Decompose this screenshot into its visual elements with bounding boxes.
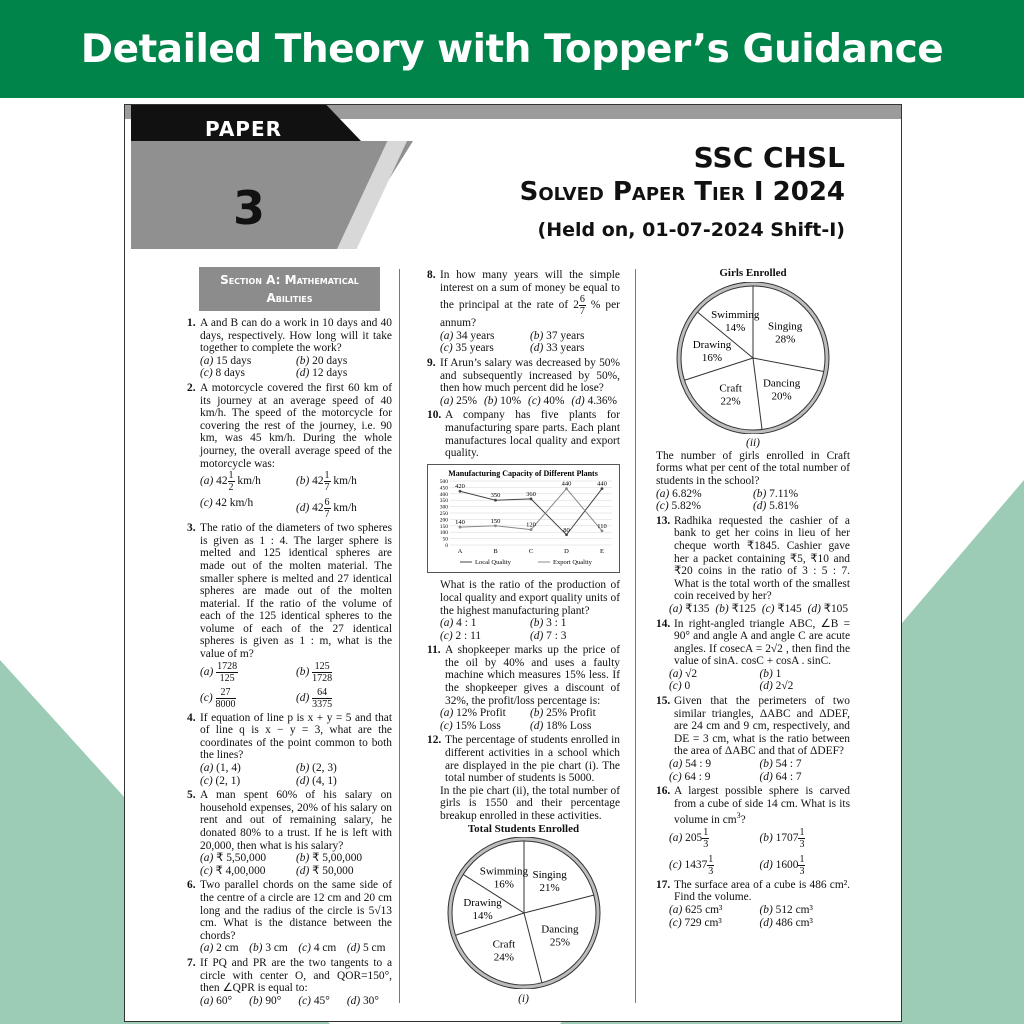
question-11: 11. A shopkeeper marks up the price of the oil by 40% and uses a faulty machine which measures 15% less. If the shopkeeper gives a discount of 32%, the profit/loss percentage is: (427, 644, 620, 707)
paper-number: 3 (233, 181, 266, 235)
pie-1-caption: (i) (518, 992, 529, 1005)
slice-label: Swimming (479, 865, 528, 878)
section-heading: Section A: Mathematical Abilities (199, 267, 380, 311)
question-15: 15. Given that the perimeters of two similar triangles, ΔABC and ΔDEF, are 24 cm and 9 cm, respectively, and DE = 3 cm, what is the ratio between the area of ΔABC and that of ΔDEF? (656, 695, 850, 758)
question-12: 12. The percentage of students enrolled in different activities in a school which are displayed in the pie chart (i). The total number of students is 5000. (427, 734, 620, 785)
legend-label: Export Quality (553, 558, 592, 566)
question-10-prompt: What is the ratio of the production of local quality and export quality units of the highest manufacturing plant? (440, 579, 620, 617)
slice-value: 21% (539, 882, 560, 895)
question-7: 7. If PQ and PR are the two tangents to a circle with center O, and QOR=150°, then ∠QPR is equal to: (187, 956, 392, 995)
question-4: 4. If equation of line p is x + y = 5 and that of line q is x − y = 3, what are the coordinates of the point common to both the lines? (187, 711, 392, 762)
question-12-prompt: The number of girls enrolled in Craft forms what per cent of the total number of students in the school? (656, 449, 850, 487)
slice-value: 16% (701, 351, 723, 364)
banner-title: Detailed Theory with Topper’s Guidance (80, 26, 944, 72)
slice-label: Drawing (692, 338, 732, 351)
slice-value: 14% (471, 909, 493, 922)
slice-label: Swimming (711, 308, 760, 321)
options-17: (a) 625 cm³ (b) 512 cm³ (c) 729 cm³ (d) 486 cm³ (669, 903, 813, 929)
y-tick-label: 50 (442, 536, 448, 543)
data-point (530, 497, 533, 500)
data-label: 110 (597, 522, 607, 530)
line-chart (430, 467, 617, 567)
data-label: 360 (526, 490, 536, 498)
pie-1-title: Total Students Enrolled (467, 822, 580, 835)
x-tick-label: A (457, 547, 463, 555)
slice-value: 14% (725, 321, 746, 334)
data-label: 440 (561, 480, 572, 488)
legend-label: Local Quality (475, 558, 511, 566)
pie-chart-total (444, 837, 604, 989)
top-banner (0, 0, 1024, 98)
slice-value: 24% (493, 951, 514, 964)
options-2: (a) 42 $\frac{1}{2}$ km/h (b) 42 $\frac{1}{7}$ km/h (c) 42 km/h (d) 42 $\frac{6}{7}$ km/h (200, 470, 357, 521)
options-15: (a) 54 : 9 (b) 54 : 7 (c) 64 : 9 (d) 64 : 7 (669, 758, 802, 783)
slice-label: Dancing (762, 377, 801, 390)
question-3: 3. The ratio of the diameters of two spheres is given as 1 : 4. The larger sphere is melted and 125 identical spheres are made out of the molten material. The smaller sphere is melted and 27 identical spheres are made out of the molten material. If the ratio of the volume of each of the 125 identical spheres to the volume of each of the 27 identical spheres is given as 1 : m, what is the value of m? (187, 522, 392, 661)
slice-label: Craft (492, 938, 515, 951)
question-12-part-2: In the pie chart (ii), the total number of girls is 1550 and their percentage breakup enrolled in these activities. (440, 784, 620, 822)
slice-value: 28% (775, 332, 796, 345)
y-tick-label: 150 (439, 523, 448, 530)
slice-label: Singing (531, 869, 567, 882)
question-10: 10. A company has five plants for manufacturing spare parts. Each plant manufactures local quality and export quality. (427, 409, 620, 460)
data-point (601, 529, 604, 532)
question-17: 17. The surface area of a cube is 486 cm². Find the volume. (656, 878, 850, 904)
question-6: 6. Two parallel chords on the same side of the centre of a circle are 12 cm and 20 cm long and the radius of the circle is 5√13 cm. What is the distance between the chords? (187, 879, 392, 942)
paper-label: PAPER (205, 117, 283, 141)
options-3: (a) $\frac{1728}{125}$ (b) $\frac{125}{1728}$ (c) $\frac{27}{8000}$ (d) $\frac{64}{3375}$ (200, 660, 333, 710)
line-chart-title: Manufacturing Capacity of Different Plants (448, 468, 598, 478)
options-11: (a) 12% Profit (b) 25% Profit (c) 15% Loss (d) 18% Loss (440, 707, 596, 732)
y-tick-label: 400 (439, 491, 448, 498)
options-5: (a) ₹ 5,50,000 (b) ₹ 5,00,000 (c) ₹ 4,00,000 (d) ₹ 50,000 (200, 852, 363, 877)
data-point (459, 525, 462, 528)
x-tick-label: B (493, 547, 498, 555)
options-12: (a) 6.82% (b) 7.11% (c) 5.82% (d) 5.81% (656, 487, 799, 513)
options-1: (a) 15 days (b) 20 days (c) 8 days (d) 12 days (200, 354, 348, 380)
exam-title: SSC CHSL (693, 141, 845, 174)
column-2 (427, 267, 620, 1005)
x-tick-label: E (600, 547, 604, 555)
slice-label: Drawing (462, 896, 502, 909)
options-7: (a) 60° (b) 90° (c) 45° (d) 30° (200, 994, 379, 1007)
column-1 (187, 267, 392, 1007)
options-4: (a) (1, 4) (b) (2, 3) (c) (2, 1) (d) (4, 1) (200, 762, 337, 787)
options-6: (a) 2 cm (b) 3 cm (c) 4 cm (d) 5 cm (200, 942, 386, 955)
data-point (565, 533, 568, 536)
question-5: 5. A man spent 60% of his salary on household expenses, 20% of his salary on rent and out of remaining salary, he donated 80% to a trust. If he is left with 20,000, then what is his salary? (187, 789, 392, 852)
slice-value: 20% (771, 390, 792, 403)
x-tick-label: C (528, 547, 534, 555)
data-label: 120 (526, 521, 536, 529)
data-label: 440 (597, 480, 607, 488)
data-point (459, 490, 462, 493)
held-on-date: (Held on, 01-07-2024 Shift-I) (537, 219, 845, 241)
data-point (530, 528, 533, 531)
options-10: (a) 4 : 1 (b) 3 : 1 (c) 2 : 11 (d) 7 : 3 (440, 617, 567, 642)
x-tick-label: D (564, 547, 569, 555)
question-2: 2. A motorcycle covered the first 60 km of its journey at an average speed of 40 km/h. The speed of the motorcycle for covering the rest of the journey, i.e. 90 km, was 45 km/h. During the whole journey, the overall average speed of the motorcycle was: (187, 381, 392, 470)
data-point (565, 487, 568, 490)
y-tick-label: 350 (439, 497, 448, 504)
pie-2-wrap (656, 282, 850, 438)
question-14: 14. In right-angled triangle ABC, ∠B = 90° and angle A and angle C are acute angles. If cosecA = 2√2 , then find the value of sinA. cosC + cosA . sinC. (656, 617, 850, 668)
slice-label: Craft (719, 381, 742, 394)
question-9: 9. If Arun’s salary was decreased by 50% and subsequently increased by 50%, then how much percent did he lose? (427, 356, 620, 395)
data-point (494, 499, 497, 502)
column-divider (399, 269, 400, 1003)
options-14: (a) √2 (b) 1 (c) 0 (d) 2√2 (669, 667, 794, 693)
pie-2-title: Girls Enrolled (719, 267, 787, 279)
pie-chart-girls (673, 282, 833, 434)
data-label: 140 (455, 518, 465, 526)
pie-1-wrap (427, 837, 620, 993)
question-1: 1. A and B can do a work in 10 days and 40 days, respectively. How long will it take together to complete the work? (187, 317, 392, 355)
question-13: 13. Radhika requested the cashier of a bank to get her coins in lieu of her cheque worth ₹1845. Cashier gave her a packet containing ₹5, ₹10 and ₹20 coins in the ratio of 3 : 5 : 7. What is the total worth of the smallest coin received by her? (656, 514, 850, 603)
line-chart-box (427, 464, 620, 574)
y-tick-label: 250 (439, 510, 448, 517)
data-label: 150 (490, 517, 501, 525)
column-3 (656, 267, 850, 929)
options-8: (a) 34 years (b) 37 years (c) 35 years (d) 33 years (440, 329, 585, 355)
y-tick-label: 500 (439, 478, 448, 485)
y-tick-label: 100 (439, 529, 448, 536)
data-point (601, 487, 604, 490)
slice-value: 22% (720, 394, 741, 407)
slice-label: Dancing (540, 923, 579, 936)
data-label: 80 (563, 526, 570, 534)
paper-page (124, 104, 902, 1022)
data-label: 350 (490, 491, 501, 499)
options-9: (a) 25% (b) 10% (c) 40% (d) 4.36% (440, 394, 618, 407)
pie-2-caption: (ii) (746, 437, 760, 450)
y-tick-label: 200 (439, 517, 448, 524)
slice-value: 25% (549, 936, 570, 949)
question-16: 16. A largest possible sphere is carved from a cube of side 14 cm. What is its volume in $cm^3$? (656, 785, 850, 827)
slice-value: 16% (493, 878, 514, 891)
data-label: 420 (455, 482, 465, 490)
question-8: 8. In how many years will the simple interest on a sum of money be equal to the principal at the rate of 2 $\frac{6}{7}$ % per annum? (427, 269, 620, 330)
options-13: (a) ₹135 (b) ₹125 (c) ₹145 (d) ₹105 (669, 602, 849, 615)
column-divider (635, 269, 636, 1003)
data-point (494, 524, 497, 527)
options-16: (a) 205 $\frac{1}{3}$ (b) 1707 $\frac{1}{3}$ (c) 1437 $\frac{1}{3}$ (d) 1600 $\frac{1}{3}$ (669, 826, 805, 877)
y-tick-label: 0 (445, 542, 448, 549)
slice-label: Singing (768, 319, 803, 332)
y-tick-label: 450 (439, 485, 448, 492)
paper-subtitle: Solved Paper Tier I 2024 (519, 177, 845, 207)
y-tick-label: 300 (439, 504, 448, 511)
